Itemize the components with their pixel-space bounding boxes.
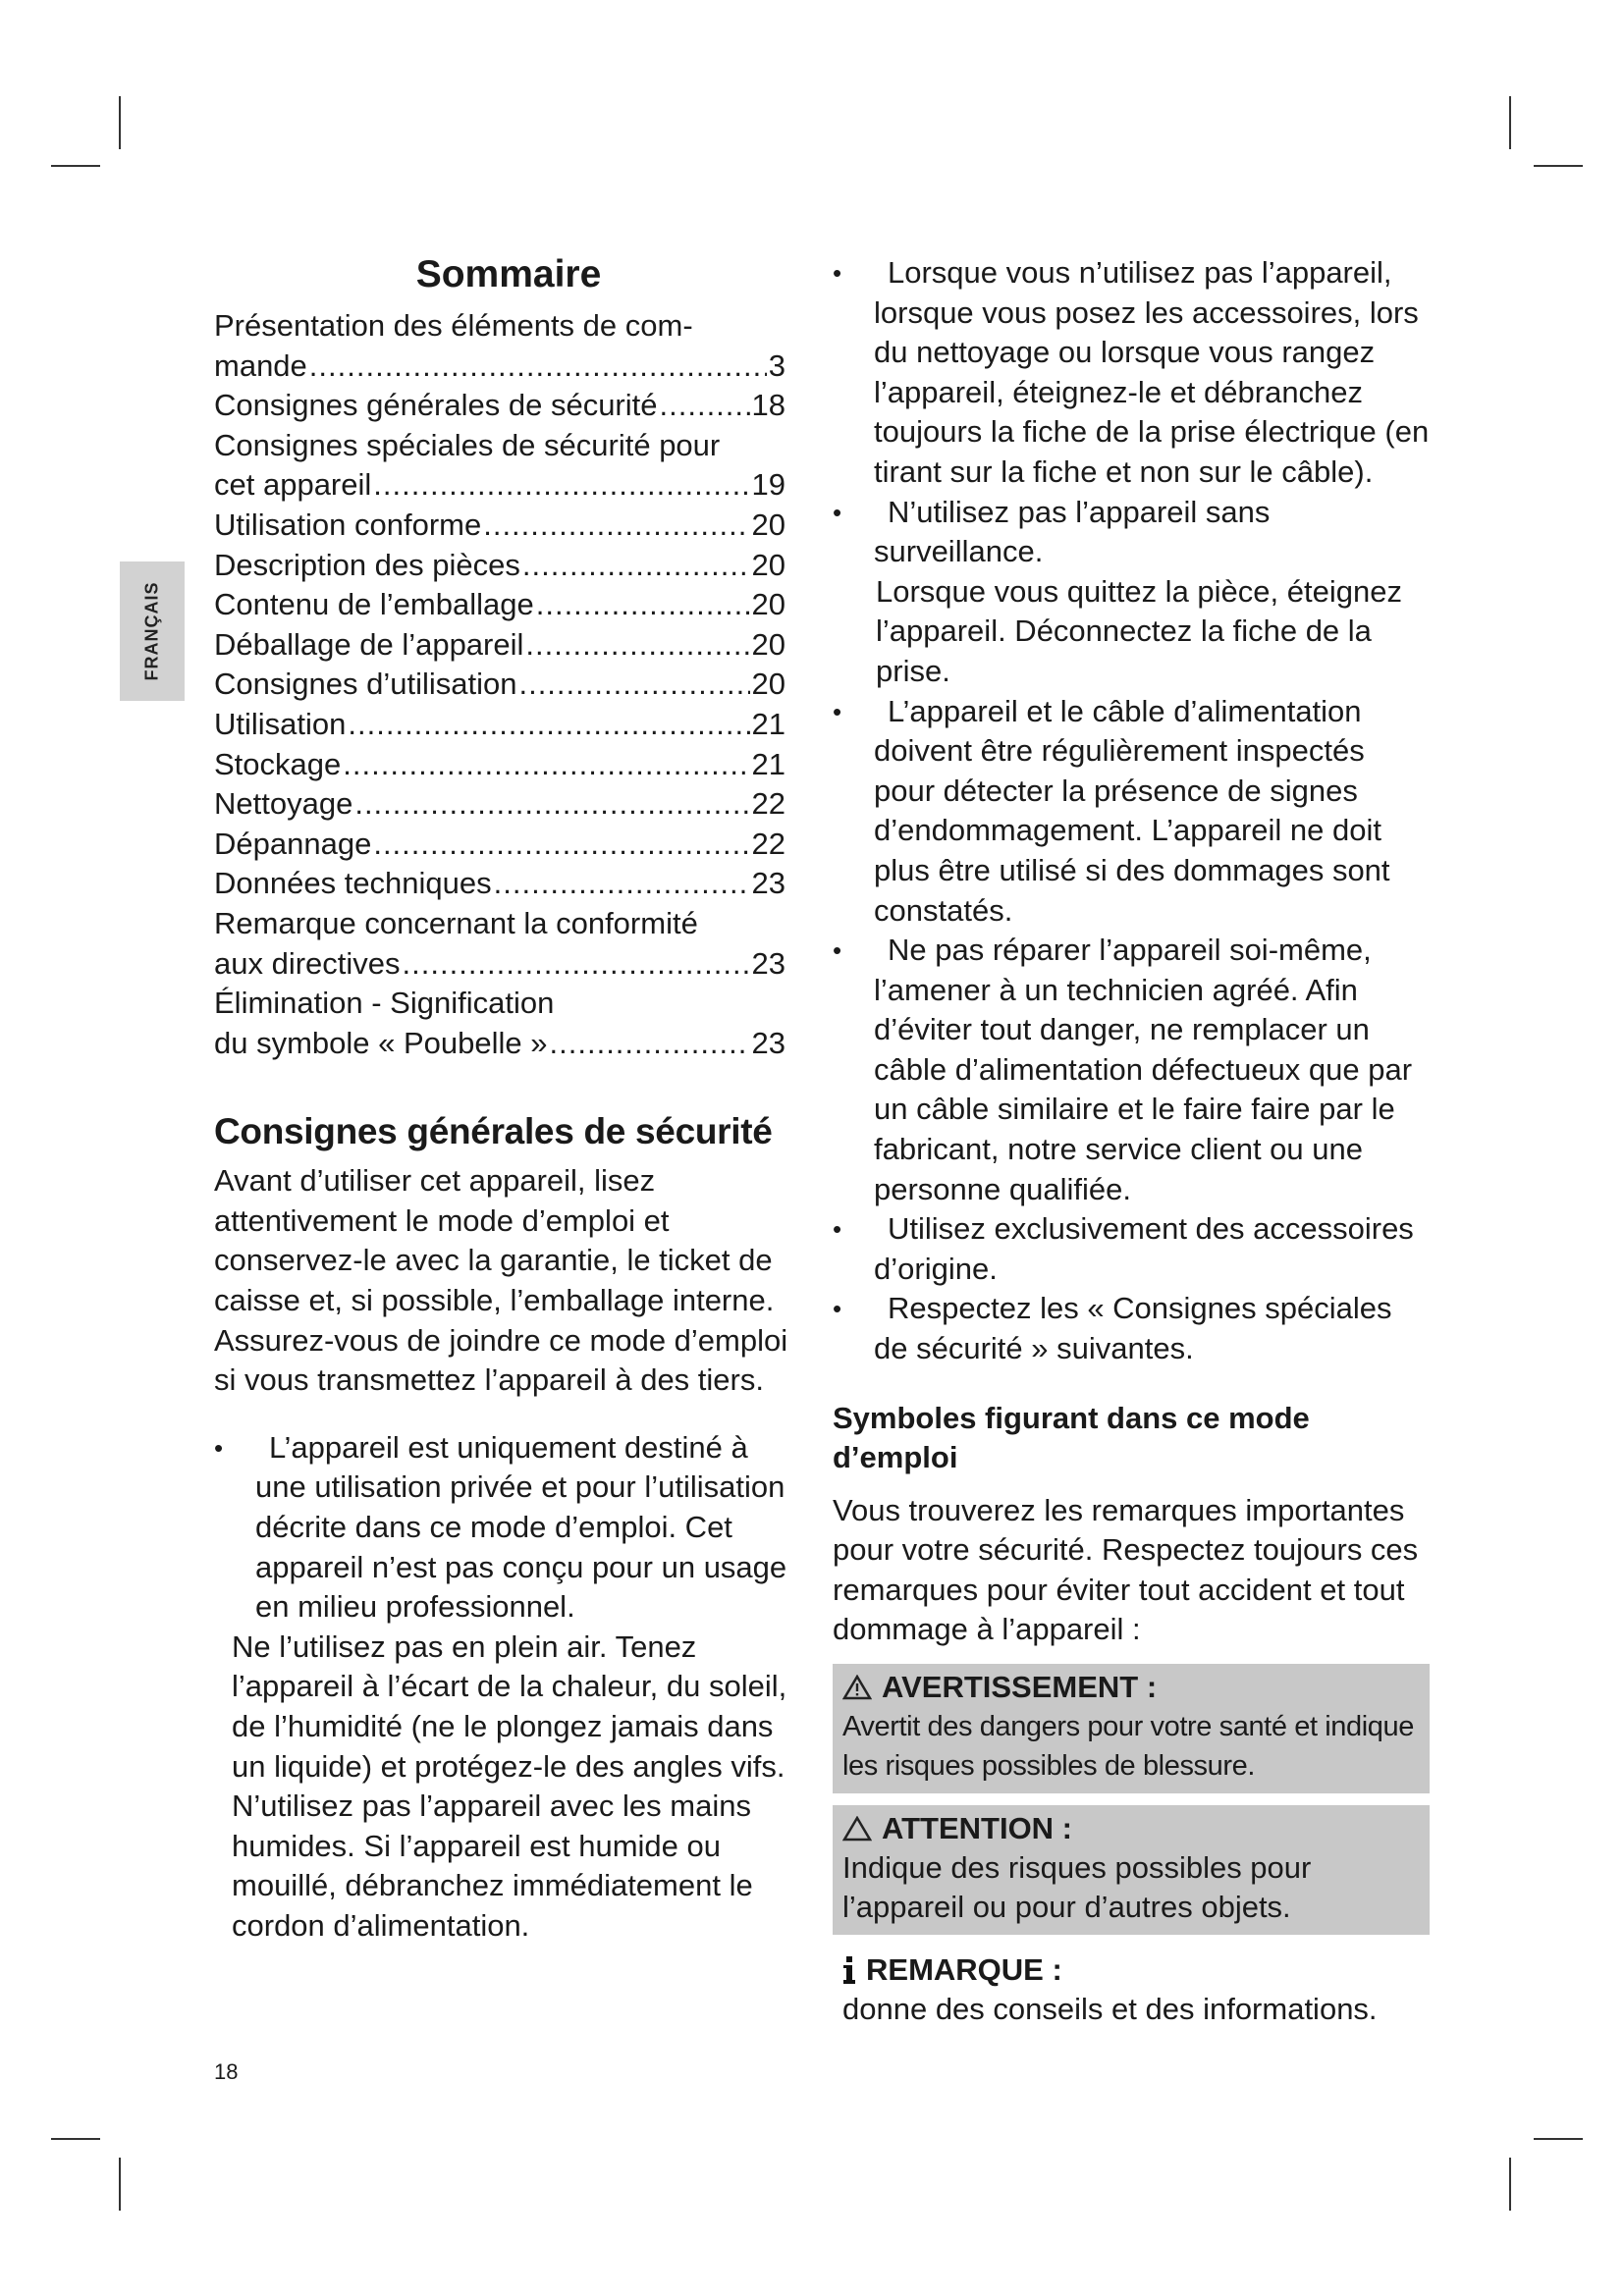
- bullet-text: Utilisez exclusivement des accessoires d’origine.: [874, 1211, 1414, 1286]
- leader-dots: [525, 625, 749, 666]
- safety-intro: Avant d’utiliser cet appareil, lisez attentivement le mode d’emploi et conservez-le avec la garantie, le ticket de caisse et, si possible, l’emballage interne. Assurez-vous de joindre ce mode d’emploi si vous transmettez l’appareil à des tiers.: [214, 1163, 788, 1398]
- toc-entry[interactable]: [214, 705, 785, 745]
- toc-entry-page: 20: [751, 547, 785, 582]
- toc-entry[interactable]: [214, 465, 785, 506]
- bullet-text: L’appareil est uniquement destiné à une utilisation privée et pour l’utilisation décrite dans ce mode d’emploi. Cet appareil n’est pas conçu pour un usage en milieu professionnel.: [255, 1429, 787, 1625]
- safety-bullet: [214, 1428, 803, 1628]
- page-number: 18: [214, 2059, 239, 2084]
- toc-entry-page: 23: [751, 1025, 785, 1060]
- toc-entry-page: 20: [751, 667, 785, 702]
- bullet-text: Ne pas réparer l’appareil soi-même, l’amener à un technicien agréé. Afin d’éviter tout danger, ne remplacer un câble d’alimentation défectueux que par un câble similaire et le faire faire par le fabricant, notre service client ou une personne qualifiée.: [874, 933, 1413, 1206]
- toc-entry-page: 20: [751, 626, 785, 662]
- crop-mark: [119, 2158, 121, 2211]
- bullet-text: L’appareil et le câble d’alimentation doivent être régulièrement inspectés pour détecter la présence de signes d’endommagement. L’appareil ne doit plus être utilisé si des dommages sont constatés.: [874, 693, 1390, 928]
- bullet-text: N’utilisez pas l’appareil sans surveillance.: [874, 494, 1271, 569]
- toc-entry[interactable]: [214, 745, 785, 785]
- leader-dots: [660, 386, 750, 426]
- table-of-contents: [214, 306, 803, 1063]
- toc-entry-text: Stockage: [214, 746, 342, 781]
- attention-title: [842, 1809, 1420, 1848]
- toc-entry-text: Dépannage: [214, 826, 372, 861]
- note-block: [833, 1950, 1430, 2029]
- leader-dots: [522, 546, 750, 586]
- toc-entry-text: Contenu de l’emballage: [214, 587, 534, 622]
- symbols-heading: Symboles figurant dans ce mode d’emploi: [833, 1400, 1310, 1474]
- toc-entry-page: 21: [751, 746, 785, 781]
- left-column: [214, 253, 803, 1947]
- bullet-text: Respectez les « Consignes spéciales de sécurité » suivantes.: [874, 1291, 1392, 1366]
- leader-dots: [354, 784, 749, 825]
- toc-entry-page: 22: [751, 786, 785, 822]
- toc-entry-text: Utilisation: [214, 706, 347, 741]
- warning-title: [842, 1668, 1420, 1707]
- toc-entry-text: Description des pièces: [214, 547, 520, 582]
- caution-triangle-icon: [842, 1816, 872, 1842]
- crop-mark: [51, 2138, 100, 2140]
- safety-heading: Consignes générales de sécurité: [214, 1111, 773, 1152]
- toc-entry-wrap: Remarque concernant la conformité: [214, 905, 698, 940]
- leader-dots: [348, 705, 749, 745]
- symbols-intro: Vous trouverez les remarques importantes pour votre sécurité. Respectez toujours ces remarques pour éviter tout accident et tout dommage à l’appareil :: [833, 1492, 1419, 1647]
- language-tab-label: FRANÇAIS: [141, 581, 162, 681]
- attention-box: [833, 1805, 1430, 1935]
- toc-entry-text: Déballage de l’appareil: [214, 626, 524, 662]
- toc-entry-page: 3: [768, 347, 785, 383]
- leader-dots: [518, 665, 749, 705]
- note-label: REMARQUE :: [866, 1952, 1062, 1987]
- crop-mark: [1509, 96, 1511, 149]
- language-tab: [120, 561, 185, 701]
- right-column: [833, 253, 1430, 2029]
- toc-entry-page: 20: [751, 507, 785, 542]
- toc-entry[interactable]: [214, 864, 785, 904]
- toc-entry-wrap: Présentation des éléments de com-: [214, 308, 693, 343]
- toc-entry-page: 20: [751, 587, 785, 622]
- crop-mark: [1509, 2158, 1511, 2211]
- toc-entry-text: du symbole « Poubelle »: [214, 1025, 548, 1060]
- toc-entry-wrap: Élimination - Signification: [214, 986, 555, 1021]
- leader-dots: [343, 745, 749, 785]
- toc-entry[interactable]: [214, 944, 785, 985]
- toc-entry-text: aux directives: [214, 945, 401, 981]
- safety-bullet: [833, 493, 1430, 572]
- toc-entry-text: Nettoyage: [214, 786, 353, 822]
- toc-entry[interactable]: [214, 386, 785, 426]
- bullet-continuation: Ne l’utilisez pas en plein air. Tenez l’appareil à l’écart de la chaleur, du soleil, de l’humidité (ne le plongez jamais dans un liquide) et protégez-le des angles vifs. N’utilisez pas l’appareil avec les mains humides. Si l’appareil est humide ou mouillé, débranchez immédiatement le cordon d’alimentation.: [232, 1629, 787, 1943]
- leader-dots: [494, 864, 750, 904]
- leader-dots: [373, 825, 749, 865]
- leader-dots: [403, 944, 750, 985]
- toc-entry-page: 18: [751, 388, 785, 423]
- safety-bullet: [833, 253, 1430, 493]
- toc-entry-text: Utilisation conforme: [214, 507, 482, 542]
- crop-mark: [119, 96, 121, 149]
- toc-entry-page: 23: [751, 866, 785, 901]
- toc-entry[interactable]: [214, 625, 785, 666]
- attention-label: ATTENTION :: [882, 1811, 1073, 1845]
- toc-entry[interactable]: [214, 546, 785, 586]
- toc-entry[interactable]: [214, 825, 785, 865]
- warning-label: AVERTISSEMENT :: [882, 1670, 1158, 1704]
- toc-entry[interactable]: [214, 347, 785, 387]
- toc-entry-text: cet appareil: [214, 467, 372, 503]
- note-title: [842, 1950, 1430, 1990]
- toc-entry-page: 23: [751, 945, 785, 981]
- leader-dots: [483, 506, 749, 546]
- leader-dots: [536, 585, 750, 625]
- crop-mark: [1534, 2138, 1583, 2140]
- warning-triangle-icon: [842, 1675, 872, 1700]
- toc-entry-text: Consignes d’utilisation: [214, 667, 517, 702]
- toc-entry[interactable]: [214, 506, 785, 546]
- safety-bullet: [833, 1209, 1430, 1289]
- toc-entry-page: 19: [751, 467, 785, 503]
- crop-mark: [51, 165, 100, 167]
- toc-entry-text: Données techniques: [214, 866, 492, 901]
- warning-box: [833, 1664, 1430, 1793]
- leader-dots: [309, 347, 767, 387]
- toc-entry-wrap: Consignes spéciales de sécurité pour: [214, 427, 721, 462]
- info-icon: [842, 1955, 856, 1985]
- toc-title: Sommaire: [415, 253, 602, 295]
- toc-entry-page: 21: [751, 706, 785, 741]
- safety-bullet: [833, 692, 1430, 932]
- bullet-text: Lorsque vous n’utilisez pas l’appareil, lorsque vous posez les accessoires, lors du nettoyage ou lorsque vous rangez l’appareil, éteignez-le et débranchez toujours la fiche de la prise électrique (en tirant sur la fiche et non sur le câble).: [874, 255, 1430, 489]
- toc-entry-page: 22: [751, 826, 785, 861]
- warning-text: Avertit des dangers pour votre santé et indique les risques possibles de blessure.: [842, 1711, 1414, 1782]
- bullet-continuation: Lorsque vous quittez la pièce, éteignez l’appareil. Déconnectez la fiche de la prise.: [876, 573, 1402, 688]
- attention-text: Indique des risques possibles pour l’appareil ou pour d’autres objets.: [842, 1850, 1312, 1924]
- toc-entry[interactable]: [214, 665, 785, 705]
- toc-entry[interactable]: [214, 585, 785, 625]
- leader-dots: [550, 1024, 750, 1064]
- safety-bullet: [833, 1289, 1430, 1368]
- toc-entry-text: mande: [214, 347, 307, 383]
- leader-dots: [373, 465, 749, 506]
- toc-entry[interactable]: [214, 784, 785, 825]
- safety-bullet: [833, 931, 1430, 1209]
- crop-mark: [1534, 165, 1583, 167]
- toc-entry-text: Consignes générales de sécurité: [214, 388, 658, 423]
- toc-entry[interactable]: [214, 1024, 785, 1064]
- note-text: donne des conseils et des informations.: [842, 1992, 1378, 2026]
